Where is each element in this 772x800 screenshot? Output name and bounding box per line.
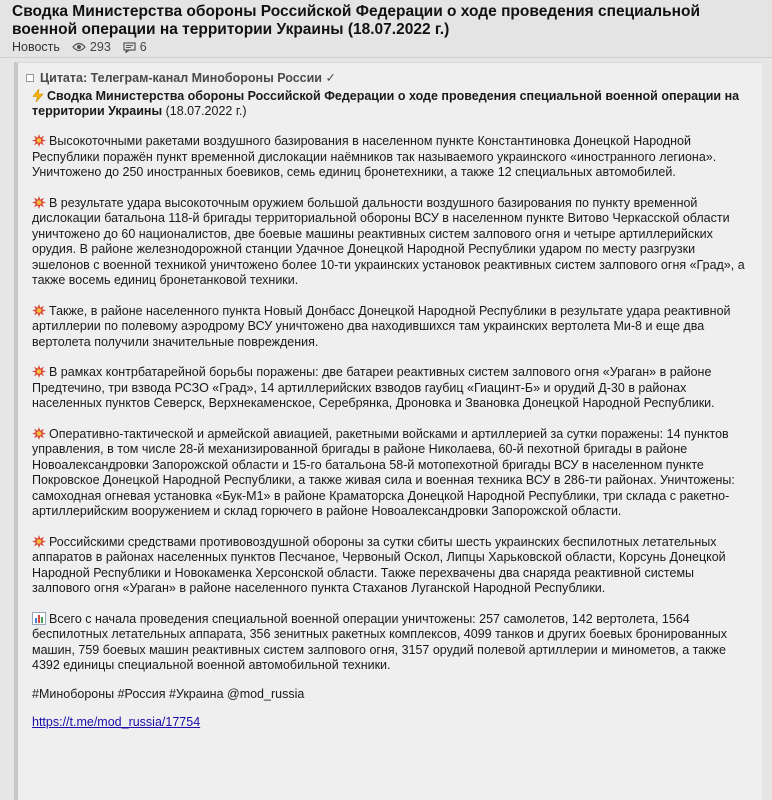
explosion-icon xyxy=(32,304,46,317)
views-counter xyxy=(72,40,111,54)
quote-paragraph xyxy=(32,535,746,597)
comment-icon xyxy=(123,42,136,53)
explosion-icon xyxy=(32,365,46,378)
quote-paragraph xyxy=(32,612,746,674)
comments-count: 6 xyxy=(139,40,147,54)
quote-block xyxy=(14,62,762,800)
quote-paragraph xyxy=(32,304,746,351)
quote-paragraph-text: В результате удара высокоточным оружием большой дальности воздушного базирования по пункту временной дислокации батальона 118-й бригады территориальной обороны ВСУ в населенном пункте Витово Черкасской области уничтожено до 60 националистов, две боевые машины реактивных систем залпового огня и четыре артиллерийских орудия. В районе железнодорожной станции Удачное Донецкой Народной Республики ударом по месту разгрузки эшелонов с военной техникой уничтожено более 10-ти украинских установок реактивных систем залпового огня «Град», а также восемь единиц бронетанковой техники. xyxy=(32,195,745,287)
quote-source-label: Цитата: Телеграм-канал Минобороны России ✓ xyxy=(40,71,336,85)
post-title[interactable]: Сводка Министерства обороны Российской Федерации о ходе проведения специальной военной операции на территории Украины (18.07.2022 г.) xyxy=(12,3,701,38)
quote-title-date: (18.07.2022 г.) xyxy=(165,104,247,118)
explosion-icon xyxy=(32,535,46,548)
source-link[interactable]: https://t.me/mod_russia/17754 xyxy=(32,715,201,729)
quote-paragraph xyxy=(32,196,746,289)
hashtags[interactable]: #Минобороны #Россия #Украина @mod_russia xyxy=(32,686,305,701)
quote-paragraph xyxy=(32,134,746,181)
quote-paragraphs xyxy=(32,134,746,674)
quote-title-text: Сводка Министерства обороны Российской Федерации о ходе проведения специальной военной операции на территории Украины xyxy=(32,89,740,118)
quote-paragraph-text: Высокоточными ракетами воздушного базирования в населенном пункте Константиновка Донецкой Народной Республики поражён пункт временной дислокации наёмников так называемого украинского «иностранного легиона». Уничтожено до 250 иностранных боевиков, семь единиц бронетехники, а также 12 специальных автомобилей. xyxy=(32,134,717,179)
quote-title xyxy=(32,89,746,119)
quote-paragraph-text: Российскими средствами противовоздушной обороны за сутки сбиты шесть украинских беспилотных летательных аппаратов в районах населенных пунктов Песчаное, Червоный Оскол, Липцы Харьковской области, Корсунь Донецкой Народной Республики и Новокаменка Херсонской области. Также перехвачены два снаряда реактивной системы залпового огня «Ураган» в районе населенного пункта Стаханов Луганской Народной Республики. xyxy=(32,534,726,595)
quote-paragraph xyxy=(32,365,746,412)
quote-paragraph xyxy=(32,427,746,520)
explosion-icon xyxy=(32,196,46,209)
explosion-icon xyxy=(32,134,46,147)
quote-paragraph-text: Также, в районе населенного пункта Новый Донбасс Донецкой Народной Республики в результате удара реактивной артиллерии по полевому аэродрому ВСУ уничтожено два находившихся там украинских вертолета Ми-8 и еще два вертолета получили значительные повреждения. xyxy=(32,303,731,349)
lightning-icon xyxy=(32,89,44,102)
quote-paragraph-text: Всего с начала проведения специальной военной операции уничтожены: 257 самолетов, 142 вертолета, 1564 беспилотных летательных аппарата, 356 зенитных ракетных комплексов, 4099 танков и других боевых бронированных машин, 759 боевых машин реактивных систем залпового огня, 3157 орудий полевой артиллерии и минометов, а также 4392 единицы специальной военной автомобильной техники. xyxy=(32,611,728,672)
quote-paragraph-text: В рамках контрбатарейной борьбы поражены: две батареи реактивных систем залпового огня «Ураган» в районе Предтечино, три взвода РСЗО «Град», 14 артиллерийских взводов гаубиц «Гиацинт-Б» и орудий Д-30 в районах населенных пунктов Северск, Верхнекаменское, Серебрянка, Дроновка и Звановка Донецкой Народной Республики. xyxy=(32,365,715,410)
post-meta xyxy=(12,40,762,54)
explosion-icon xyxy=(32,427,46,440)
views-count: 293 xyxy=(89,40,111,54)
comments-counter[interactable] xyxy=(123,40,147,54)
eye-icon xyxy=(72,42,86,52)
quote-source xyxy=(26,70,746,85)
post-header xyxy=(0,0,772,58)
quote-paragraph-text: Оперативно-тактической и армейской авиацией, ракетными войсками и артиллерией за сутки поражены: 14 пунктов управления, в том числе 28-й механизированной бригады в районе Николаева, 60-й пехотной бригады в районе Новоалександровки Запорожской области и 15-го батальона 58-й мотопехотной бригады ВСУ в населенном пункте Покровское Донецкой Народной Республики, а также живая сила и военная техника ВСУ в 286-ти районах. Уничтожены: самоходная огневая установка «Бук-М1» в районе Краматорска Донецкой Народной Республики, три склада с ракетно-артиллерийским вооружением и склад горючего в районе Новоалександровки Запорожской области. xyxy=(32,426,735,518)
category-label[interactable]: Новость xyxy=(12,40,60,54)
collapse-quote-icon[interactable] xyxy=(26,74,34,82)
chart-icon xyxy=(32,612,46,625)
